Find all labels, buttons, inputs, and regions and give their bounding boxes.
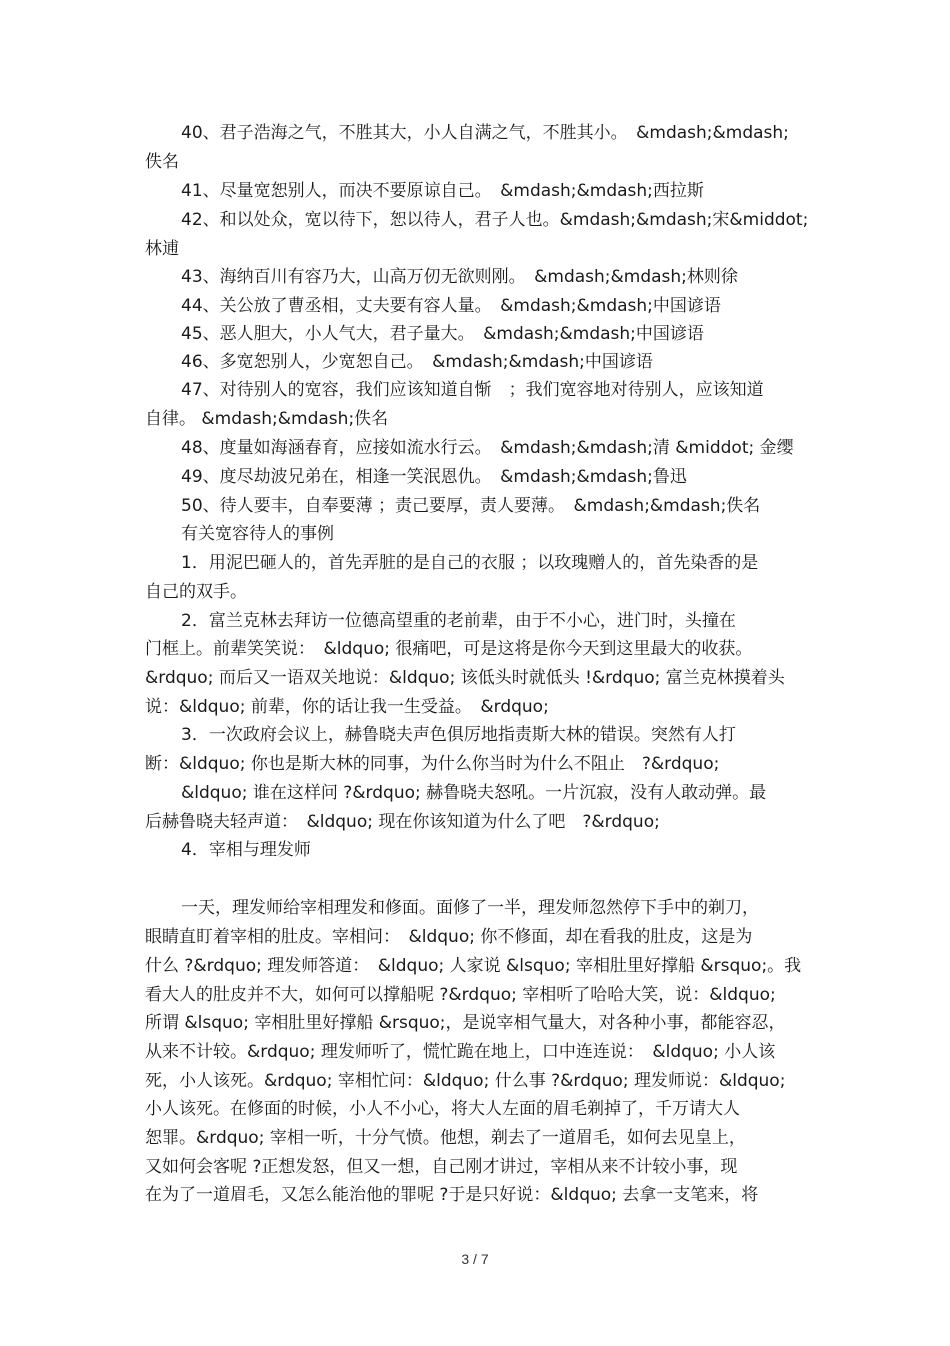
line-text: 45、恶人胆大，小人气大，君子量大。 &mdash;&mdash;中国谚语: [181, 324, 704, 344]
line-text: 林逋: [145, 239, 179, 259]
line-text: 断：&ldquo; 你也是斯大林的同事，为什么你当时为什么不阻止 ?&rdquo;: [145, 754, 720, 774]
line-text: 小人该死。在修面的时候，小人不小心，将大人左面的眉毛剃掉了，千万请大人: [145, 1099, 740, 1119]
line-text: 3．一次政府会议上，赫鲁晓夫声色俱厉地指责斯大林的错误。突然有人打: [181, 725, 736, 745]
line-text: 门框上。前辈笑笑说： &ldquo; 很痛吧，可是这将是你今天到这里最大的收获。: [145, 639, 753, 659]
line-text: 43、海纳百川有容乃大，山高万仞无欲则刚。 &mdash;&mdash;林则徐: [181, 267, 738, 287]
line-text: 4．宰相与理发师: [181, 840, 311, 860]
line-text: 看大人的肚皮并不大，如何可以撑船呢 ?&rdquo; 宰相听了哈哈大笑，说：&ldquo;: [145, 985, 776, 1005]
line-text: 什么 ?&rdquo; 理发师答道： &ldquo; 人家说 &lsquo; 宰相肚里好撑船 &rsquo;。我: [145, 956, 802, 976]
line-text: 在为了一道眉毛，又怎么能治他的罪呢 ?于是只好说：&ldquo; 去拿一支笔来，将: [145, 1185, 759, 1205]
line-text: 自律。 &mdash;&mdash;佚名: [145, 409, 389, 429]
line-text: 说：&ldquo; 前辈，你的话让我一生受益。 &rdquo;: [145, 697, 549, 717]
line-text: 一天，理发师给宰相理发和修面。面修了一半，理发师忽然停下手中的剃刀，: [181, 898, 759, 918]
line-text: 50、待人要丰，自奉要薄 ；责己要厚，责人要薄。 &mdash;&mdash;佚名: [181, 496, 761, 516]
line-text: 后赫鲁晓夫轻声道： &ldquo; 现在你该知道为什么了吧 ?&rdquo;: [145, 812, 660, 832]
line-text: 44、关公放了曹丞相，丈夫要有容人量。 &mdash;&mdash;中国谚语: [181, 296, 721, 316]
line-text: 46、多宽恕别人，少宽恕自己。 &mdash;&mdash;中国谚语: [181, 352, 653, 372]
page-number: 3 / 7: [461, 1251, 489, 1267]
line-text: 2．富兰克林去拜访一位德高望重的老前辈，由于不小心，进门时，头撞在: [181, 611, 736, 631]
line-text: &rdquo; 而后又一语双关地说：&ldquo; 该低头时就低头 !&rdquo; 富兰克林摸着头: [145, 668, 785, 688]
line-text: 自己的双手。: [145, 582, 247, 602]
line-text: 48、度量如海涵春育，应接如流水行云。 &mdash;&mdash;清 &middot; 金缨: [181, 438, 794, 458]
line-text: 佚名: [145, 152, 179, 172]
line-text: 49、度尽劫波兄弟在，相逢一笑泯恩仇。 &mdash;&mdash;鲁迅: [181, 467, 687, 487]
line-text: &ldquo; 谁在这样问 ?&rdquo; 赫鲁晓夫怒吼。一片沉寂，没有人敢动弹。最: [181, 783, 767, 803]
line-text: 又如何会客呢 ?正想发怒，但又一想，自己刚才讲过，宰相从来不计较小事，现: [145, 1157, 738, 1177]
line-text: 40、君子浩海之气，不胜其大，小人自满之气，不胜其小。 &mdash;&mdash;: [181, 123, 789, 143]
line-text: 42、和以处众，宽以待下，恕以待人，君子人也。&mdash;&mdash;宋&middot;: [181, 210, 809, 230]
line-text: 1．用泥巴砸人的，首先弄脏的是自己的衣服 ；以玫瑰赠人的，首先染香的是: [181, 553, 759, 573]
line-text: 眼睛直盯着宰相的肚皮。宰相问： &ldquo; 你不修面，却在看我的肚皮，这是为: [145, 927, 753, 947]
line-text: 从来不计较。&rdquo; 理发师听了，慌忙跪在地上，口中连连说： &ldquo; 小人该: [145, 1042, 776, 1062]
line-text: 恕罪。&rdquo; 宰相一听，十分气愤。他想，剃去了一道眉毛，如何去见皇上，: [145, 1128, 746, 1148]
line-text: 47、对待别人的宽容，我们应该知道自惭 ；我们宽容地对待别人，应该知道: [181, 380, 764, 400]
line-text: 死，小人该死。&rdquo; 宰相忙问：&ldquo; 什么事 ?&rdquo; 理发师说：&ldquo;: [145, 1071, 786, 1091]
line-text: 所谓 &lsquo; 宰相肚里好撑船 &rsquo;，是说宰相气量大，对各种小事，都能容忍，: [145, 1013, 786, 1033]
line-text: 41、尽量宽恕别人，而决不要原谅自己。 &mdash;&mdash;西拉斯: [181, 181, 704, 201]
heading-text: 有关宽容待人的事例: [181, 524, 334, 544]
